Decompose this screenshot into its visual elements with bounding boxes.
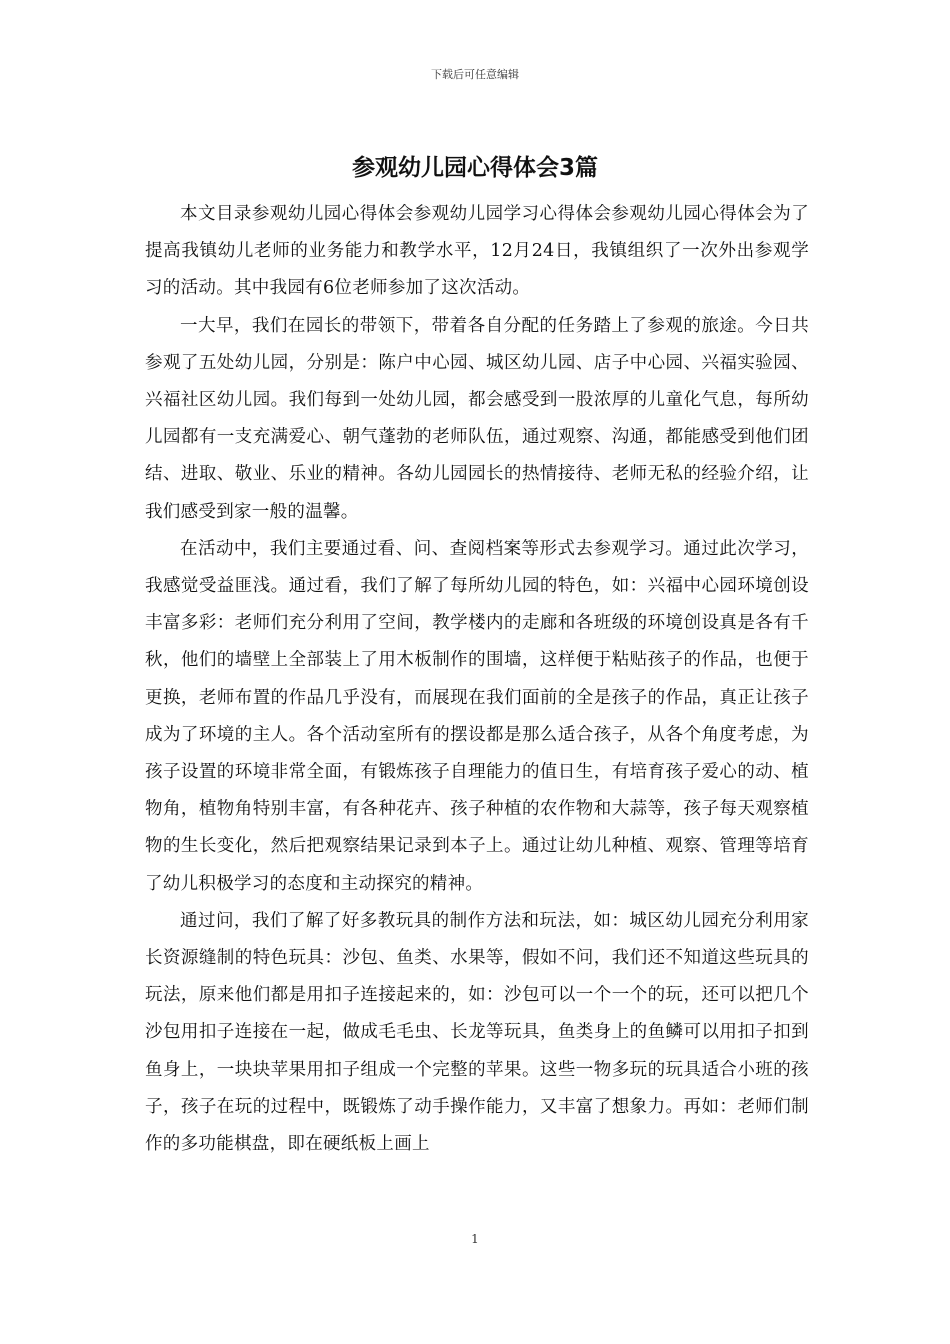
paragraph-visit: 一大早，我们在园长的带领下，带着各自分配的任务踏上了参观的旅途。今日共参观了五处幼儿园，分别是：陈户中心园、城区幼儿园、店子中心园、兴福实验园、兴福社区幼儿园。我们每到一处幼儿园，都会感受到一股浓厚的儿童化气息，每所幼儿园都有一支充满爱心、朝气蓬勃的老师队伍，通过观察、沟通，都能感受到他们团结、进取、敬业、乐业的精神。各幼儿园园长的热情接待、老师无私的经验介绍，让我们感受到家一般的温馨。 — [145, 315, 809, 522]
page-header-note: 下载后可任意编辑 — [431, 68, 519, 81]
document-body — [145, 196, 809, 1163]
page-number: 1 — [471, 1232, 479, 1246]
paragraph-observation: 在活动中，我们主要通过看、问、查阅档案等形式去参观学习。通过此次学习，我感觉受益匪浅。通过看，我们了解了每所幼儿园的特色，如：兴福中心园环境创设丰富多彩：老师们充分利用了空间，教学楼内的走廊和各班级的环境创设真是各有千秋，他们的墙壁上全部装上了用木板制作的围墙，这样便于粘贴孩子的作品，也便于更换，老师布置的作品几乎没有，而展现在我们面前的全是孩子的作品，真正让孩子成为了环境的主人。各个活动室所有的摆设都是那么适合孩子，从各个角度考虑，为孩子设置的环境非常全面，有锻炼孩子自理能力的值日生，有培育孩子爱心的动、植物角，植物角特别丰富，有各种花卉、孩子种植的农作物和大蒜等，孩子每天观察植物的生长变化，然后把观察结果记录到本子上。通过让幼儿种植、观察、管理等培育了幼儿积极学习的态度和主动探究的精神。 — [145, 538, 809, 894]
paragraph-intro: 本文目录参观幼儿园心得体会参观幼儿园学习心得体会参观幼儿园心得体会为了提高我镇幼儿老师的业务能力和教学水平，12月24日，我镇组织了一次外出参观学习的活动。其中我园有6位老师参加了这次活动。 — [145, 204, 809, 299]
paragraph-toys: 通过问，我们了解了好多教玩具的制作方法和玩法，如：城区幼儿园充分利用家长资源缝制的特色玩具：沙包、鱼类、水果等，假如不问，我们还不知道这些玩具的玩法，原来他们都是用扣子连接起来的，如：沙包可以一个一个的玩，还可以把几个沙包用扣子连接在一起，做成毛毛虫、长龙等玩具，鱼类身上的鱼鳞可以用扣子扣到鱼身上，一块块苹果用扣子组成一个完整的苹果。这些一物多玩的玩具适合小班的孩子，孩子在玩的过程中，既锻炼了动手操作能力，又丰富了想象力。再如：老师们制作的多功能棋盘，即在硬纸板上画上 — [145, 910, 809, 1155]
document-title: 参观幼儿园心得体会3篇 — [351, 155, 598, 181]
